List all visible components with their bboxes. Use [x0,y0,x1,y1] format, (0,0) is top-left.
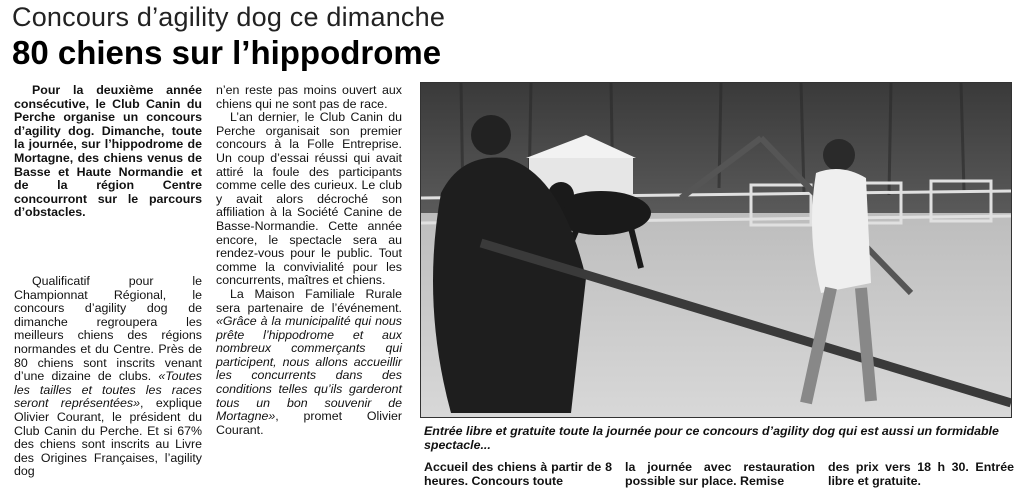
body-paragraph-3 [216,288,402,438]
lead-paragraph: Pour la deuxième année consécutive, le Club Canin du Perche organise un concours d’agility dog. Dimanche, toute la journée, sur l’hippodrome de Mortagne, des chiens venus de Basse et Haute Normandie et de la région Centre concourront sur le parcours d’obstacles. [14,83,202,220]
body-text: , explique Olivier Courant, le président du Club Canin du Perche. Et si 67% des chiens sont inscrits au Livre des Origines Françaises, l’agility dog [14,396,202,479]
body-paragraph-continued: n’en reste pas moins ouvert aux chiens qui ne sont pas de race. [216,83,402,111]
agility-photo [420,82,1012,418]
body-column-1 [14,275,202,479]
body-text: , promet Olivier Courant. [216,409,402,437]
practical-text-2: la journée avec restauration possible sur place. Remise [625,460,815,488]
practical-info-3 [828,460,1014,488]
photo-caption: Entrée libre et gratuite toute la journée pour ce concours d’agility dog qui est aussi un formidable spectacle... [424,424,999,452]
lead-column [14,84,202,220]
practical-text-3: des prix vers 18 h 30. Entrée libre et gratuite. [828,460,1014,488]
article-headline: 80 chiens sur l’hippodrome [12,34,442,71]
article-kicker: Concours d’agility dog ce dimanche [12,2,446,32]
practical-text-1: Accueil des chiens à partir de 8 heures. Concours toute [424,460,612,488]
quote-text: «Grâce à la municipalité qui nous prête l’hippodrome et aux nombreux commerçants qui participent, nous allons accueillir les concurrents dans des conditions telles qu’ils garderont tous un bon souvenir de Mortagne» [216,314,402,424]
practical-info-2 [625,460,815,488]
body-column-2 [216,84,402,437]
body-text: La Maison Familiale Rurale sera partenaire de l’événement. [216,286,402,315]
practical-info-1 [424,460,612,488]
body-text: Qualificatif pour le Championnat Régional, le concours d’agility dog de dimanche regroupera les meilleurs chiens des régions normandes et du Centre. Près de 80 chiens sont inscrits venant d’une dizaine de clubs. [14,274,202,384]
quote-text: «Toutes les tailles et toutes les races seront représentées» [14,369,202,411]
body-paragraph-1 [14,275,202,479]
body-paragraph-2: L’an dernier, le Club Canin du Perche organisait son premier concours à la Folle Entreprise. Un coup d’essai réussi qui avait attiré la foule des participants comme celle des curieux. Le club y avait alors décroché son affiliation à la Société Canine de Basse-Normandie. Cette année encore, le spectacle sera au rendez-vous pour le public. Tout comme la convivialité pour les concurrents, maîtres et chiens. [216,110,402,288]
